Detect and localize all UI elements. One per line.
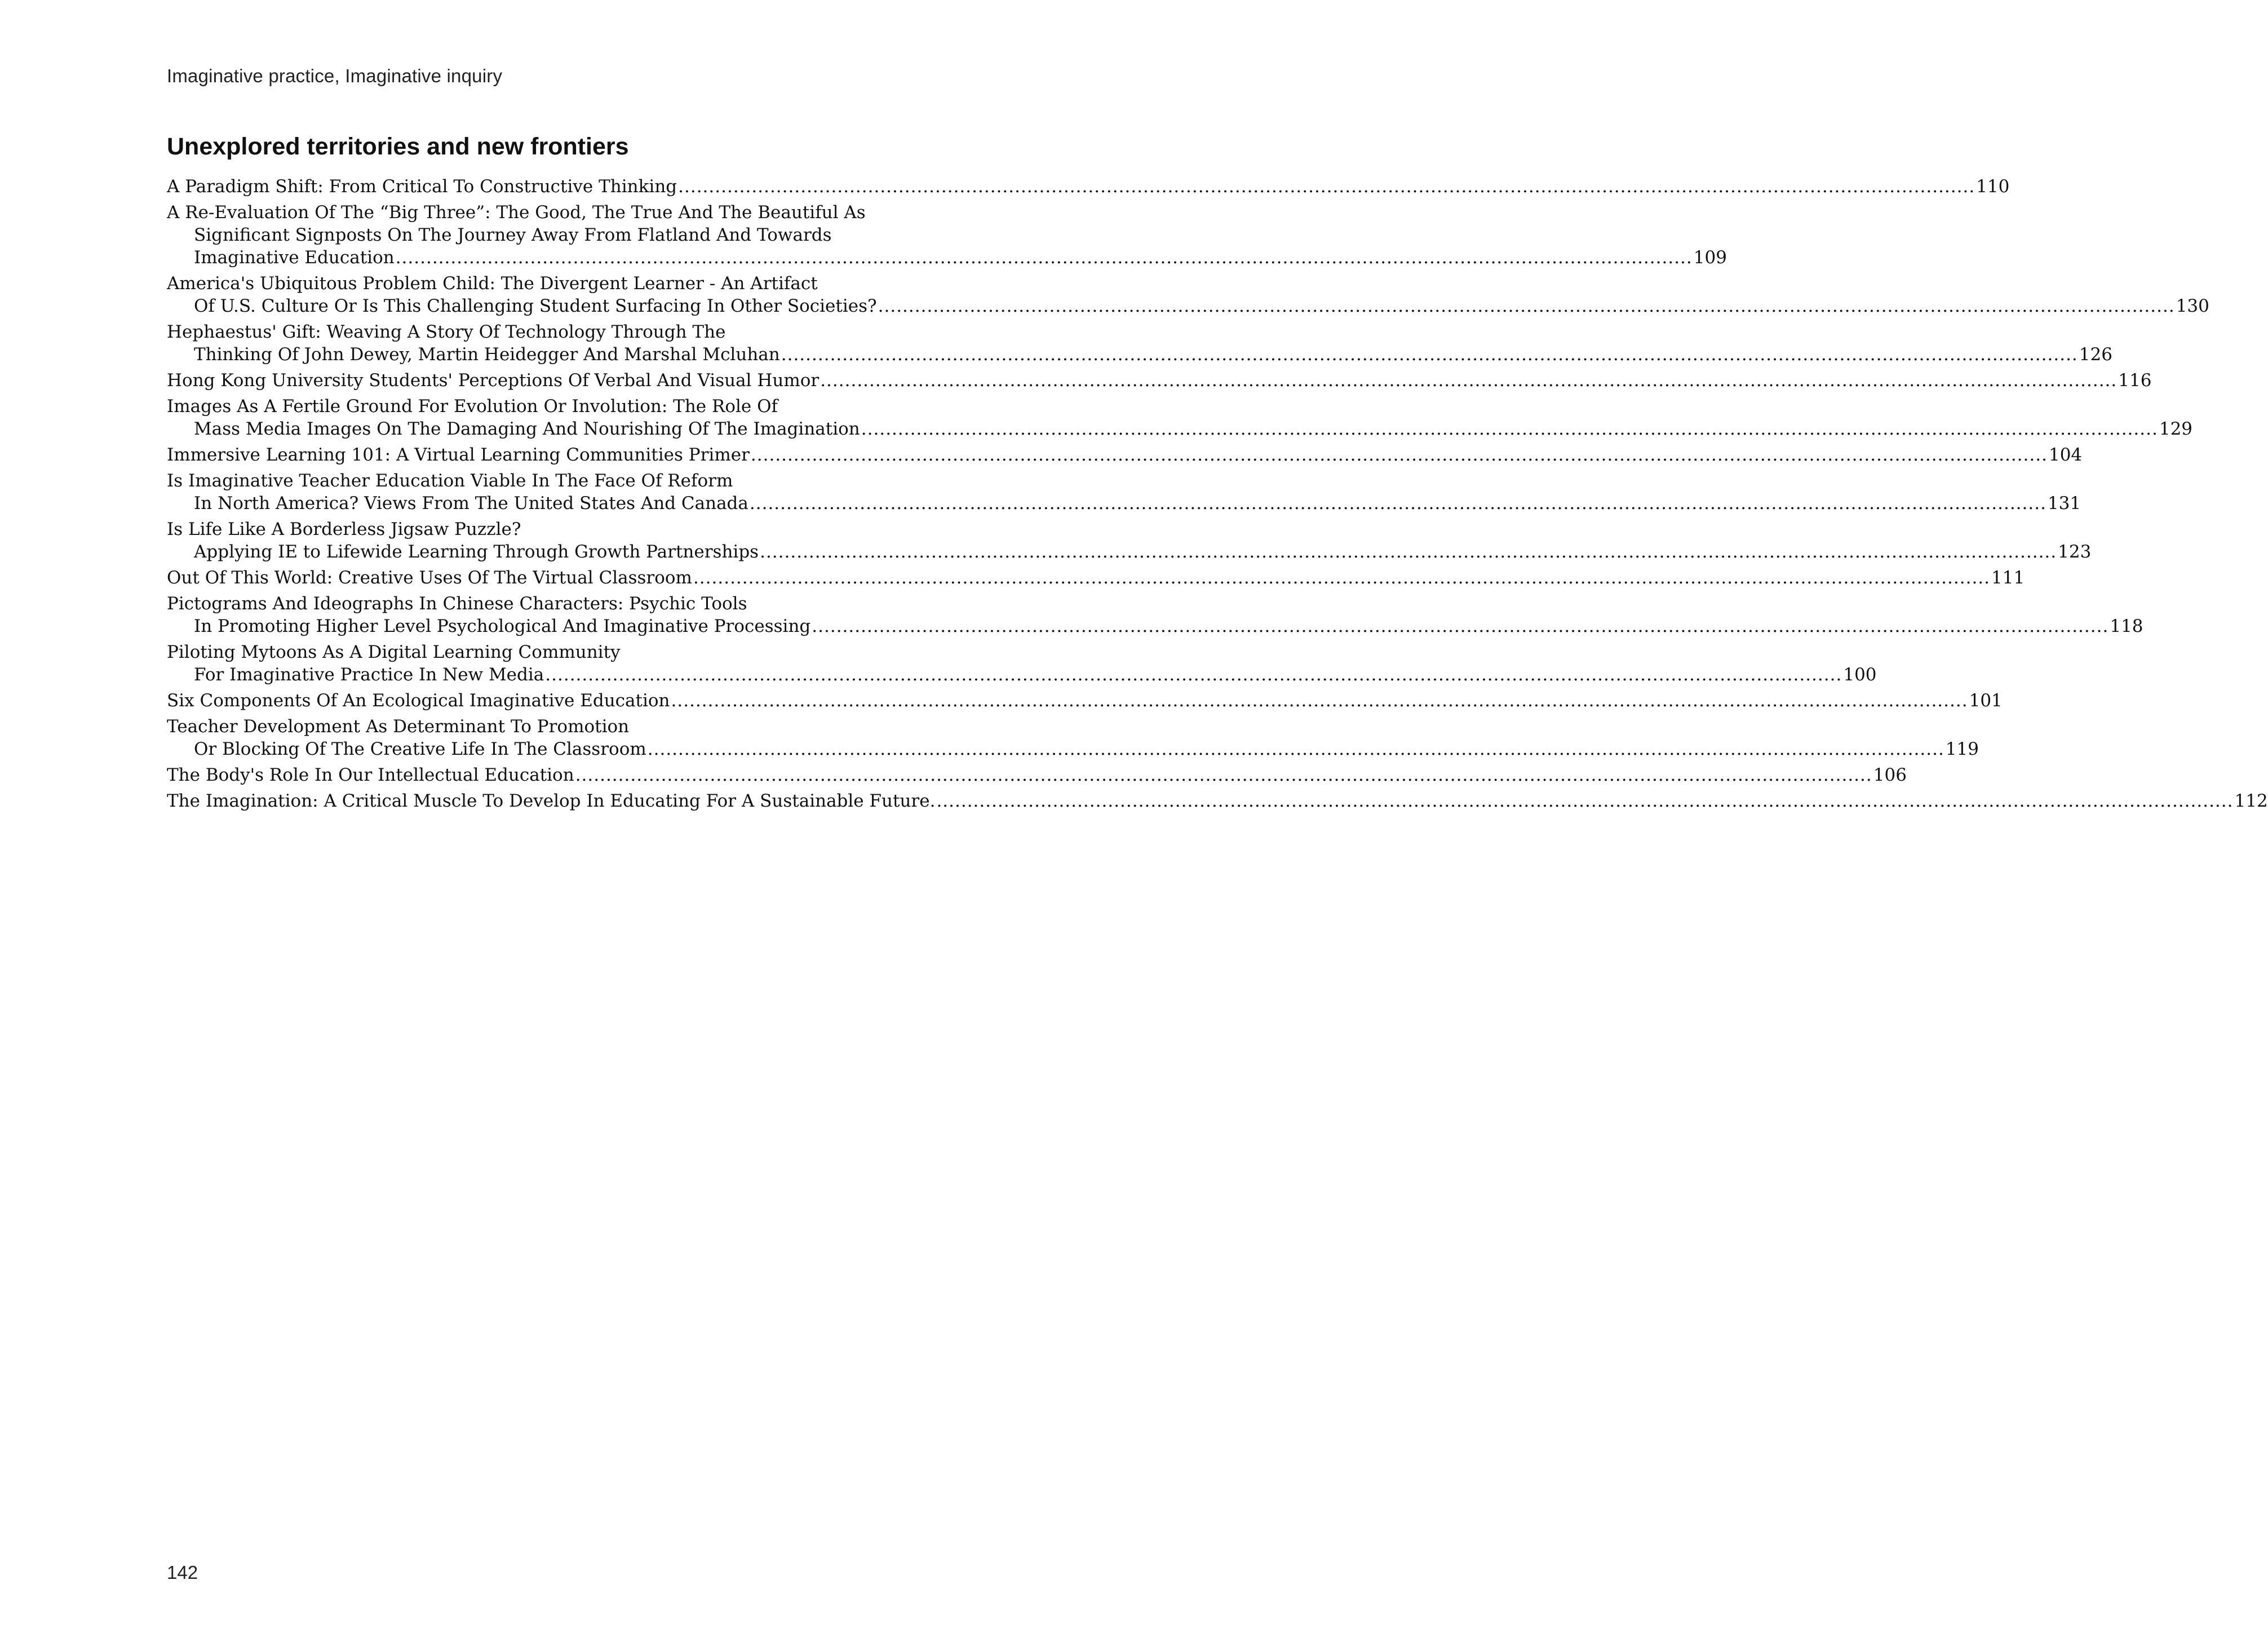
toc-entry-page-number: 131 — [2047, 493, 2081, 514]
toc-entry-page-number: 123 — [2058, 542, 2092, 562]
toc-entry-title-line: Images As A Fertile Ground For Evolution Or Involution: The Role Of — [167, 396, 778, 417]
toc-entry-page-number: 129 — [2159, 419, 2193, 439]
toc-entry-page-number: 100 — [1843, 665, 1877, 685]
toc-entry-title-line: For Imaginative Practice In New Media — [194, 665, 544, 685]
toc-entry-page-number: 109 — [1693, 247, 1727, 268]
dot-leader — [671, 689, 1968, 712]
toc-entry — [167, 764, 1907, 786]
toc-entry-last-line — [167, 343, 2112, 366]
toc-entry — [167, 395, 2193, 440]
toc-entry-page-number: 116 — [2118, 370, 2152, 391]
toc-entry-page-number: 112 — [2234, 791, 2268, 811]
dot-leader — [750, 492, 2046, 515]
toc-entry-title-line: In Promoting Higher Level Psychological And Imaginative Processing — [194, 616, 811, 636]
toc-entry — [167, 444, 2083, 466]
toc-entry-page-number: 106 — [1873, 765, 1907, 785]
page-number: 142 — [167, 1562, 198, 1583]
section-title: Unexplored territories and new frontiers — [167, 133, 629, 160]
toc-entry — [167, 567, 2025, 589]
toc-entry-title-line: The Body's Role In Our Intellectual Education — [167, 765, 574, 785]
toc-entry-last-line — [167, 369, 2152, 392]
dot-leader — [396, 246, 1693, 269]
toc-entry-last-line — [167, 246, 1727, 269]
toc-entry-title-line: Thinking Of John Dewey, Martin Heidegger And Marshal Mcluhan — [194, 344, 780, 365]
toc-entry-title-line: Immersive Learning 101: A Virtual Learning Communities Primer — [167, 445, 750, 465]
toc-entry-last-line — [167, 541, 2092, 563]
toc-entry-last-line — [167, 663, 1877, 686]
dot-leader — [693, 567, 1990, 589]
toc-entry-title-line: Imaginative Education — [194, 247, 395, 268]
dot-leader — [760, 541, 2057, 563]
toc-entry — [167, 715, 1979, 760]
toc-entry — [167, 641, 1877, 686]
toc-entry-title-line: Significant Signposts On The Journey Away From Flatland And Towards — [194, 225, 832, 245]
dot-leader — [678, 175, 1975, 198]
toc-entry-title-line: Of U.S. Culture Or Is This Challenging Student Surfacing In Other Societies? — [194, 296, 877, 316]
toc-entry-title-line: In North America? Views From The United States And Canada — [194, 493, 748, 514]
toc-entry — [167, 790, 2268, 812]
dot-leader — [575, 764, 1872, 786]
toc-entry-title-line: The Imagination: A Critical Muscle To Develop In Educating For A Sustainable Future. — [167, 791, 936, 811]
toc-entry-last-line — [167, 615, 2143, 638]
dot-leader — [878, 295, 2175, 317]
toc-entry-last-line — [167, 418, 2193, 440]
dot-leader — [648, 738, 1944, 760]
dot-leader — [781, 343, 2078, 366]
toc-entry — [167, 321, 2112, 366]
toc-entry-title-line: Pictograms And Ideographs In Chinese Characters: Psychic Tools — [167, 594, 747, 614]
dot-leader — [545, 663, 1842, 686]
dot-leader — [936, 790, 2233, 812]
toc-entry-page-number: 126 — [2079, 344, 2112, 365]
toc-entry-title-line: Hephaestus' Gift: Weaving A Story Of Technology Through The — [167, 322, 726, 342]
toc-entry-last-line — [167, 295, 2209, 317]
dot-leader — [820, 369, 2117, 392]
toc-entry-last-line — [167, 790, 2268, 812]
toc-entry — [167, 518, 2092, 563]
toc-entry-title-line: A Paradigm Shift: From Critical To Constructive Thinking — [167, 176, 677, 197]
toc-entry-page-number: 110 — [1976, 176, 2010, 197]
toc-entry-page-number: 104 — [2048, 445, 2083, 465]
toc-entry-title-line: Out Of This World: Creative Uses Of The Virtual Classroom — [167, 568, 692, 588]
table-of-contents — [167, 175, 2268, 816]
toc-entry — [167, 470, 2081, 515]
toc-entry — [167, 272, 2209, 317]
toc-entry-page-number: 101 — [1969, 691, 2003, 711]
toc-entry-title-line: Hong Kong University Students' Perceptions Of Verbal And Visual Humor — [167, 370, 820, 391]
toc-entry-page-number: 118 — [2110, 616, 2143, 636]
dot-leader — [861, 418, 2158, 440]
toc-entry-page-number: 130 — [2176, 296, 2209, 316]
toc-entry-last-line — [167, 567, 2025, 589]
dot-leader — [812, 615, 2108, 638]
toc-entry — [167, 201, 1727, 269]
toc-entry-last-line — [167, 444, 2083, 466]
toc-entry-title-line: Applying IE to Lifewide Learning Through Growth Partnerships — [194, 542, 759, 562]
toc-entry-last-line — [167, 738, 1979, 760]
toc-entry-title-line: Or Blocking Of The Creative Life In The Classroom — [194, 739, 646, 759]
toc-entry — [167, 592, 2143, 638]
toc-entry-title-line: Is Imaginative Teacher Education Viable In The Face Of Reform — [167, 471, 733, 491]
toc-entry-title-line: A Re-Evaluation Of The “Big Three”: The Good, The True And The Beautiful As — [167, 202, 866, 223]
toc-entry-title-line: America's Ubiquitous Problem Child: The Divergent Learner - An Artifact — [167, 273, 818, 294]
dot-leader — [751, 444, 2048, 466]
toc-entry — [167, 369, 2152, 392]
running-head: Imaginative practice, Imaginative inquiry — [167, 65, 503, 86]
toc-entry-title-line: Six Components Of An Ecological Imaginative Education — [167, 691, 670, 711]
toc-entry — [167, 175, 2010, 198]
toc-entry-last-line — [167, 764, 1907, 786]
toc-entry-title-line: Piloting Mytoons As A Digital Learning Community — [167, 642, 621, 662]
toc-entry-title-line: Teacher Development As Determinant To Promotion — [167, 716, 630, 737]
toc-entry-title-line: Mass Media Images On The Damaging And Nourishing Of The Imagination — [194, 419, 860, 439]
toc-entry-page-number: 111 — [1991, 568, 2025, 588]
toc-entry-last-line — [167, 175, 2010, 198]
toc-entry-last-line — [167, 492, 2081, 515]
toc-entry-page-number: 119 — [1945, 739, 1979, 759]
toc-entry-title-line: Is Life Like A Borderless Jigsaw Puzzle? — [167, 519, 521, 539]
toc-entry — [167, 689, 2003, 712]
toc-entry-last-line — [167, 689, 2003, 712]
